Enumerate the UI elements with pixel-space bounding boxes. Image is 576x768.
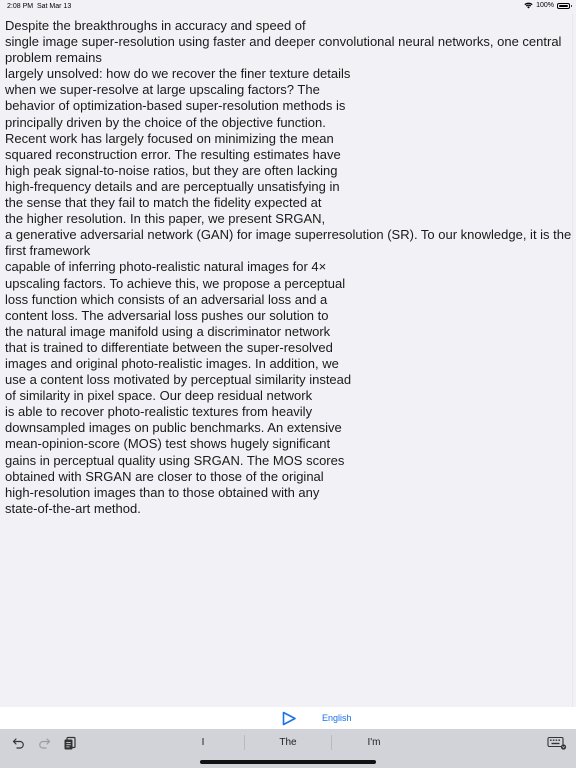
status-indicators xyxy=(524,2,570,9)
status-date: Sat Mar 13 xyxy=(36,3,72,10)
play-icon[interactable] xyxy=(281,711,297,726)
battery-level xyxy=(559,5,568,7)
suggestion-2[interactable]: The xyxy=(279,737,297,748)
editor-text[interactable]: Despite the breakthroughs in accuracy and speed of single image super-resolution using faster and deeper convolutional neural networks, one central problem remains largely unsolved: how do we recover the finer texture details when we super-resolve at large upscaling factors? The behavior of optimization-based super-resolution methods is principally driven by the choice of the objective function. Recent work has largely focused on minimizing the mean squared reconstruction error. The resulting estimates have high peak signal-to-noise ratios, but they are often lacking high-frequency details and are perceptually unsatisfying in the sense that they fail to match the fidelity expected at the higher resolution. In this paper, we present SRGAN, a generative adversarial network (GAN) for image superresolution (SR). To our knowledge, it is the first framework capable of inferring photo-realistic natural images for 4× upscaling factors. To achieve this, we propose a perceptual loss function which consists of an adversarial loss and a content loss. The adversarial loss pushes our solution to the natural image manifold using a discriminator network that is trained to differentiate between the super-resolved images and original photo-realistic images. In addition, we use a content loss motivated by perceptual similarity instead of similarity in pixel space. Our deep residual network is able to recover photo-realistic textures from heavily downsampled images on public benchmarks. An extensive mean-opinion-score (MOS) test shows hugely significant gains in perceptual quality using SRGAN. The MOS scores obtained with SRGAN are closer to those of the original high-resolution images than to those obtained with any state-of-the-art method. xyxy=(5,18,572,516)
battery-icon xyxy=(557,3,570,9)
keyboard-icon[interactable] xyxy=(547,736,567,750)
language-selector[interactable]: English xyxy=(322,713,352,723)
clipboard-icon[interactable] xyxy=(63,736,77,750)
text-editor[interactable] xyxy=(3,14,573,707)
wifi-icon xyxy=(524,2,533,9)
suggestion-divider xyxy=(331,735,332,750)
suggestion-divider xyxy=(244,735,245,750)
undo-icon[interactable] xyxy=(12,736,26,750)
suggestion-3[interactable]: I'm xyxy=(367,737,381,748)
status-bar xyxy=(0,0,576,14)
status-time xyxy=(7,3,71,10)
battery-percent: 100% xyxy=(536,2,554,9)
suggestion-1[interactable]: I xyxy=(201,737,205,748)
keyboard-shortcut-bar xyxy=(0,729,576,768)
status-clock: 2:08 PM xyxy=(7,3,34,10)
redo-icon[interactable] xyxy=(37,736,51,750)
language-bar xyxy=(0,707,576,729)
home-indicator[interactable] xyxy=(200,760,376,764)
